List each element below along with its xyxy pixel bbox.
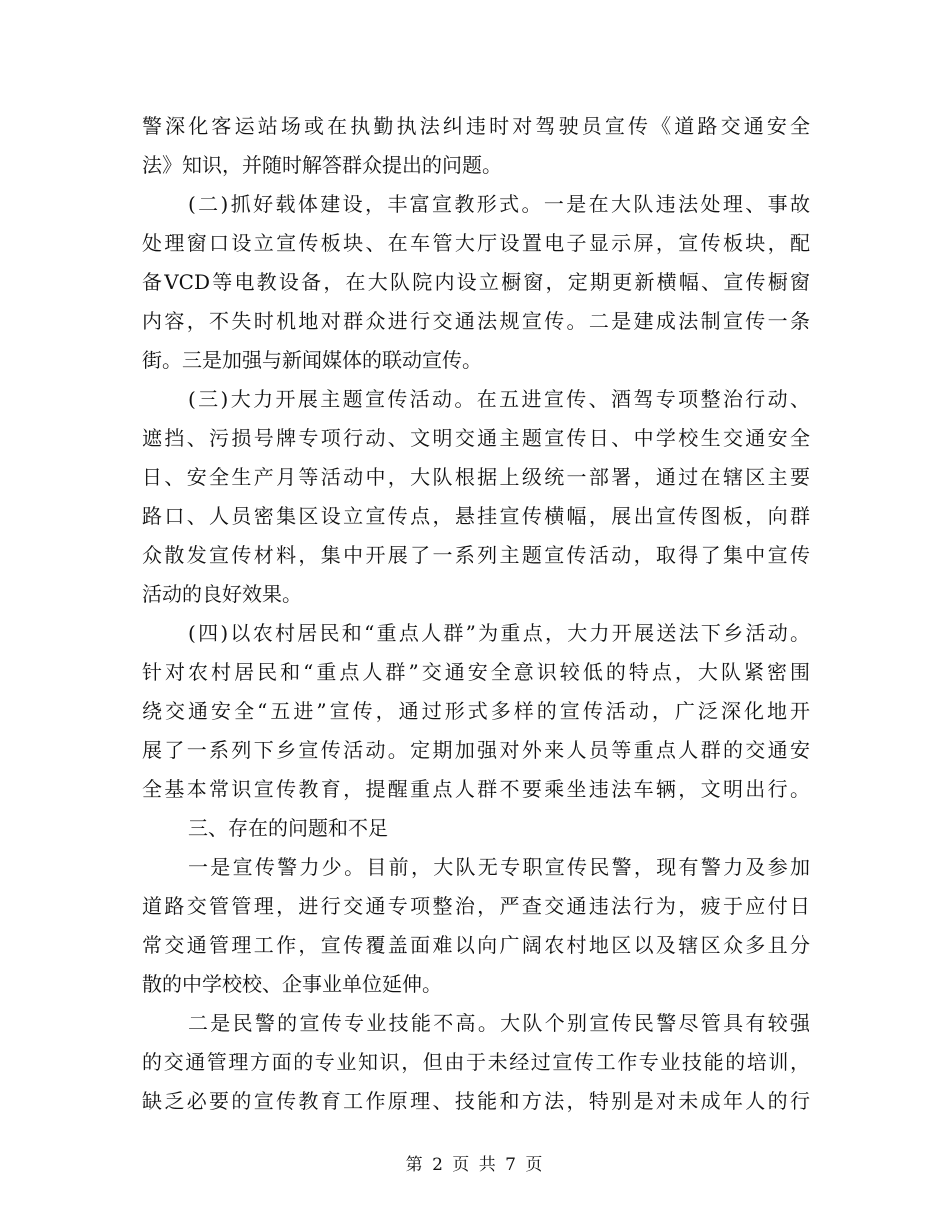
text-line: 警深化客运站场或在执勤执法纠违时对驾驶员宣传《道路交通安全	[142, 114, 810, 138]
text-line: (四)以农村居民和“重点人群”为重点，大力开展送法下乡活动。	[188, 621, 810, 645]
text-line: 遮挡、污损号牌专项行动、文明交通主题宣传日、中学校生交通安全	[142, 426, 810, 450]
text-line: 活动的良好效果。	[142, 582, 302, 606]
text-line: 缺乏必要的宣传教育工作原理、技能和方法，特别是对未成年人的行	[142, 1089, 810, 1113]
text-line: 的交通管理方面的专业知识，但由于未经过宣传工作专业技能的培训，	[142, 1050, 810, 1074]
text-line: 备VCD等电教设备，在大队院内设立橱窗，定期更新横幅、宣传橱窗	[142, 270, 810, 294]
text-line: 三、存在的问题和不足	[188, 816, 388, 840]
text-line: 众散发宣传材料，集中开展了一系列主题宣传活动，取得了集中宣传	[142, 543, 810, 567]
text-line: (二)抓好载体建设，丰富宣教形式。一是在大队违法处理、事故	[188, 192, 810, 216]
text-line: 法》知识，并随时解答群众提出的问题。	[142, 153, 502, 177]
text-line: (三)大力开展主题宣传活动。在五进宣传、酒驾专项整治行动、	[188, 387, 810, 411]
text-line: 散的中学校校、企事业单位延伸。	[142, 972, 442, 996]
text-line: 全基本常识宣传教育，提醒重点人群不要乘坐违法车辆，文明出行。	[142, 777, 810, 801]
text-line: 常交通管理工作，宣传覆盖面难以向广阔农村地区以及辖区众多且分	[142, 933, 810, 957]
text-line: 路口、人员密集区设立宣传点，悬挂宣传横幅，展出宣传图板，向群	[142, 504, 810, 528]
page-footer: 第 2 页 共 7 页	[405, 1155, 545, 1175]
text-line: 绕交通安全“五进”宣传，通过形式多样的宣传活动，广泛深化地开	[142, 699, 810, 723]
text-line: 道路交管管理，进行交通专项整治，严查交通违法行为，疲于应付日	[142, 894, 810, 918]
document-body	[142, 107, 810, 1121]
text-line: 展了一系列下乡宣传活动。定期加强对外来人员等重点人群的交通安	[142, 738, 810, 762]
text-line: 内容，不失时机地对群众进行交通法规宣传。二是建成法制宣传一条	[142, 309, 810, 333]
text-line: 针对农村居民和“重点人群”交通安全意识较低的特点，大队紧密围	[142, 660, 810, 684]
text-line: 日、安全生产月等活动中，大队根据上级统一部署，通过在辖区主要	[142, 465, 810, 489]
text-line: 一是宣传警力少。目前，大队无专职宣传民警，现有警力及参加	[188, 855, 810, 879]
text-line: 处理窗口设立宣传板块、在车管大厅设置电子显示屏，宣传板块，配	[142, 231, 810, 255]
text-line: 二是民警的宣传专业技能不高。大队个别宣传民警尽管具有较强	[188, 1011, 810, 1035]
text-line: 街。三是加强与新闻媒体的联动宣传。	[142, 348, 482, 372]
